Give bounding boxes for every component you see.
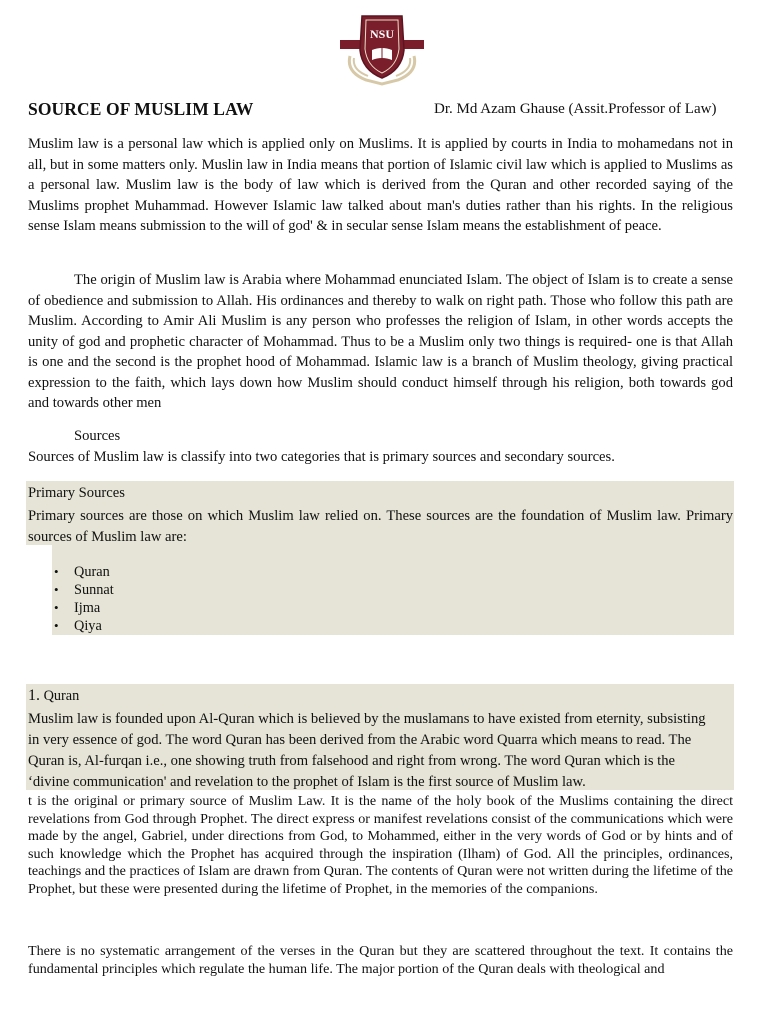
highlight-block (52, 545, 734, 635)
quran-line: in very essence of god. The word Quran has been derived from the Arabic word Quarra which means to read. The (28, 732, 692, 748)
author-line: Dr. Md Azam Ghause (Assit.Professor of Law) (434, 101, 717, 117)
university-logo (336, 12, 428, 86)
list-item: • Quran (54, 563, 114, 581)
quran-arrangement-paragraph: There is no systematic arrangement of the verses in the Quran but they are scattered throughout the text. It contains the fundamental principles which regulate the human life. The major portion of the Quran deals with theological and (28, 943, 733, 977)
list-item: • Ijma (54, 599, 114, 617)
section-number: 1. (28, 687, 40, 704)
primary-sources-text: Primary sources are those on which Muslim law relied on. These sources are the foundation of Muslim law. Primary sources of Muslim law are: (28, 508, 733, 545)
list-item: • Sunnat (54, 581, 114, 599)
sources-heading: Sources (74, 428, 121, 444)
logo-text: NSU (369, 27, 395, 41)
quran-line: ‘divine communication' and revelation to the prophet of Islam is the first source of Muslim law. (28, 774, 586, 790)
primary-sources-list (54, 563, 114, 635)
list-item: • Qiya (54, 617, 114, 635)
quran-detail-paragraph: t is the original or primary source of Muslim Law. It is the name of the holy book of the Muslims containing the direct revelations from God through Prophet. The direct express or manifest revelations consist of the communications which were made by the angel, Gabriel, under directions from God, to Mohammed, either in the very words of God or by hints and of such knowledge which the Prophet has acquired through the inspiration (Ilham) of God. All the principles, ordinances, teachings and the practices of Islam are drawn from Quran. The contents of Quran were not written during the lifetime of the Prophet, but these were presented during the lifetime of Prophet, in the memories of the companions. (28, 793, 733, 897)
sources-text: Sources of Muslim law is classify into two categories that is primary sources and secondary sources. (28, 449, 615, 465)
intro-paragraph: Muslim law is a personal law which is applied only on Muslims. It is applied by courts in India to mohamedans not in all, but in some matters only. Muslin law in India means that portion of Islamic civil law which is applied to Muslims as a personal law. Muslim law is the body of law which is derived from the Quran and other recorded saying of the Muslims prophet Muhammad. However Islamic law talked about man's duties rather than his rights. In the religious sense Islam means submission to the will of god' & in secular sense Islam means the establishment of peace. (28, 136, 733, 234)
document-title: SOURCE OF MUSLIM LAW (28, 99, 254, 119)
origin-paragraph: The origin of Muslim law is Arabia where Mohammad enunciated Islam. The object of Islam is to create a sense of obedience and submission to Allah. His ordinances and thereby to walk on right path. Those who follow this path are Muslim. According to Amir Ali Muslim is any person who professes the religion of Islam, in other words accepts the unity of god and prophetic character of Mohammad. Thus to be a Muslim only two things is required- one is that Allah is one and the second is the prophet hood of Mohammad. Islamic law is a branch of Muslim theology, giving practical expression to the faith, which lays down how Muslim should conduct himself through his religion, both towards god and towards other men (28, 272, 733, 411)
quran-line: Muslim law is founded upon Al-Quran which is believed by the muslamans to have existed from eternity, subsisting (28, 711, 706, 727)
quran-paragraph (28, 709, 733, 793)
quran-heading-label: Quran (43, 688, 80, 704)
quran-heading (28, 687, 79, 705)
primary-sources-heading: Primary Sources (28, 485, 125, 501)
quran-line: Quran is, Al-furqan i.e., one showing truth from falsehood and right from wrong. The word Quran which is the (28, 753, 675, 769)
